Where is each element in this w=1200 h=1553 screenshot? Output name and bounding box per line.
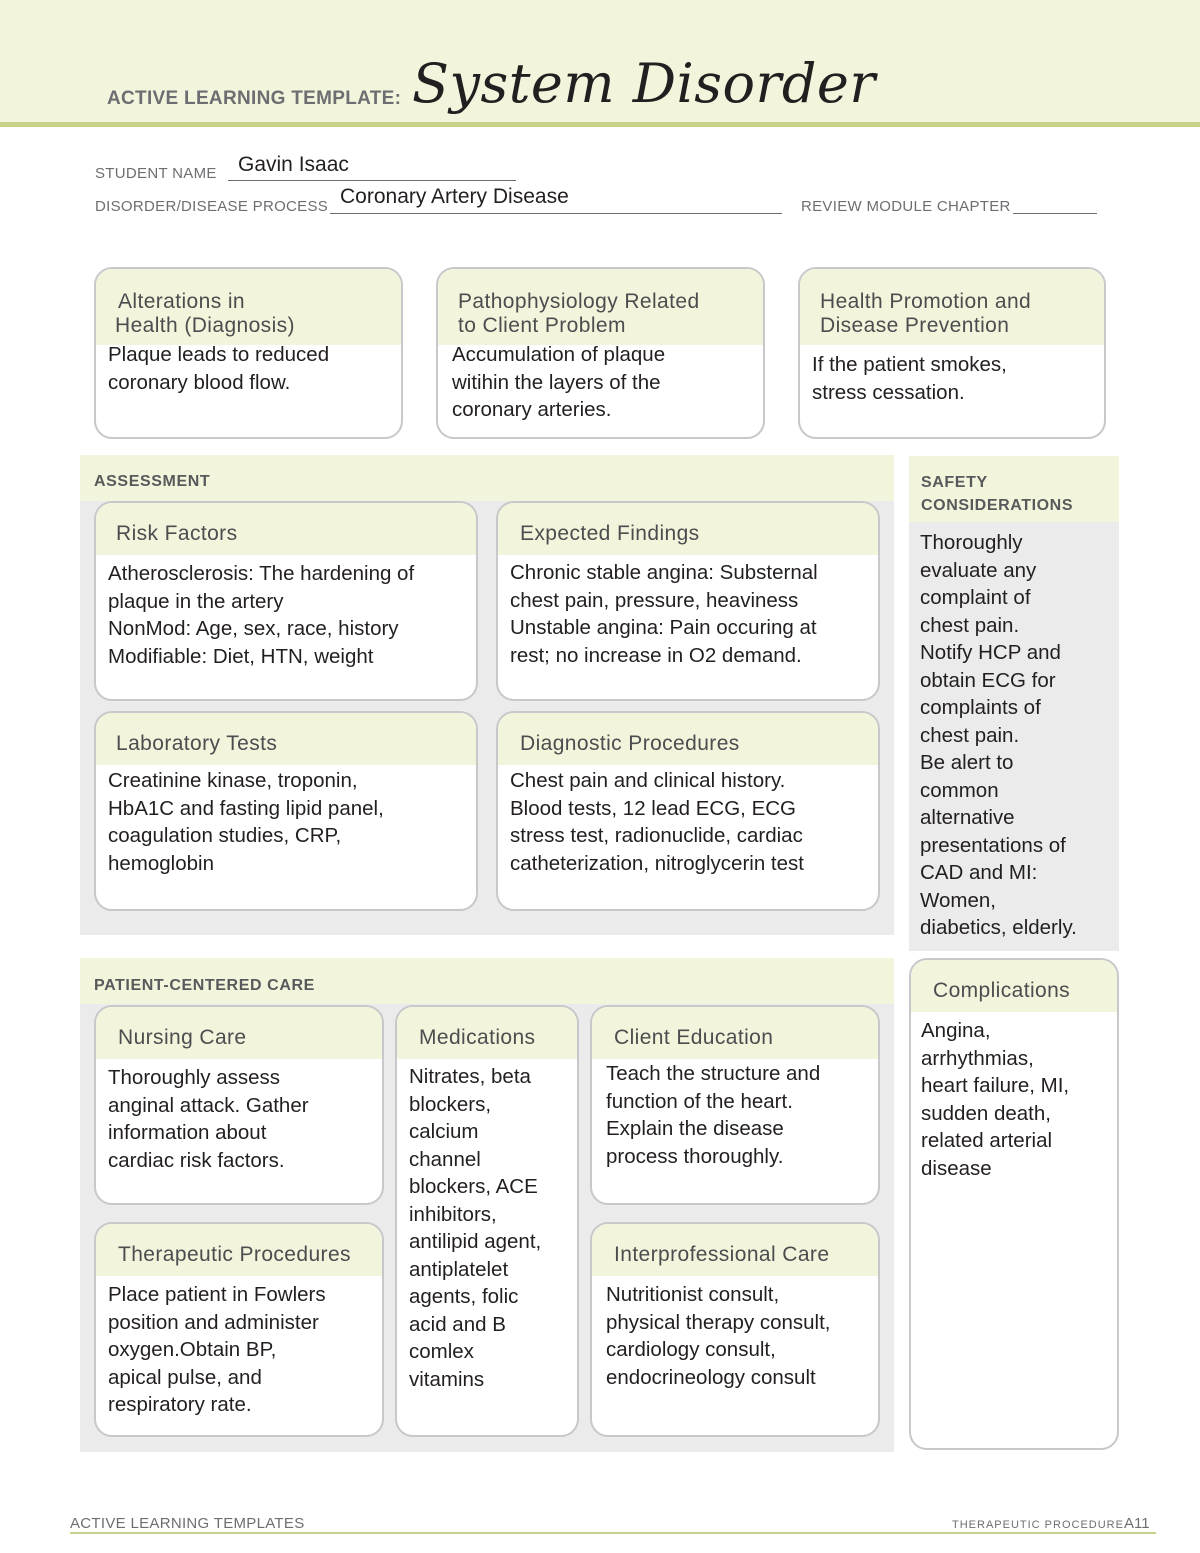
student-name-label: STUDENT NAME [95,165,217,182]
diagnostic-procedures-title: Diagnostic Procedures [520,732,740,755]
alterations-text[interactable]: Plaque leads to reduced coronary blood flow. [108,343,330,394]
diagnostic-procedures-text[interactable]: Chest pain and clinical history. Blood tests, 12 lead ECG, ECG stress test, radionuclide, cardiac catheterization, nitroglycerin test [510,769,804,875]
page-title: System Disorder [412,52,876,115]
medications-header [397,1007,577,1059]
header-rule [0,122,1200,127]
expected-findings-header [498,503,878,555]
expected-findings-title: Expected Findings [520,522,700,545]
alterations-card [94,267,403,439]
pathophysiology-text[interactable]: Accumulation of plaque witihin the layers of the coronary arteries. [452,343,666,421]
review-module-line [1013,213,1097,214]
therapeutic-procedures-header [96,1224,382,1276]
alterations-title-line2: Health (Diagnosis) [115,314,295,337]
footer-rule [70,1532,1156,1534]
interprofessional-care-text[interactable]: Nutritionist consult, physical therapy consult, cardiology consult, endocrineology consult [606,1283,831,1389]
health-promotion-header [800,269,1104,345]
footer-left-label: ACTIVE LEARNING TEMPLATES [70,1515,305,1532]
medications-title: Medications [419,1026,536,1049]
alterations-title-line1: Alterations in [118,290,245,313]
interprofessional-care-title: Interprofessional Care [614,1243,830,1266]
safety-section-label [921,471,1073,517]
disorder-line [330,213,782,214]
page-number: A11 [1124,1515,1150,1532]
review-module-label: REVIEW MODULE CHAPTER [801,198,1011,215]
template-label: ACTIVE LEARNING TEMPLATE: [107,88,402,109]
patient-care-section-label: PATIENT-CENTERED CARE [94,977,315,994]
pathophysiology-card [436,267,765,439]
health-promotion-title-line2: Disease Prevention [820,314,1010,337]
complications-text[interactable]: Angina, arrhythmias, heart failure, MI, sudden death, related arterial disease [921,1019,1070,1180]
medications-text[interactable]: Nitrates, beta blockers, calcium channel blockers, ACE inhibitors, antilipid agent, antiplatelet agents, folic acid and B comlex vitamins [409,1065,542,1391]
medications-card [395,1005,579,1437]
client-education-header [592,1007,878,1059]
complications-title: Complications [933,979,1071,1002]
health-promotion-text[interactable]: If the patient smokes, stress cessation. [812,353,1007,404]
complications-header [911,960,1117,1012]
safety-label-line1: SAFETY [921,474,988,491]
risk-factors-text[interactable]: Atherosclerosis: The hardening of plaque in the artery NonMod: Age, sex, race, history Modifiable: Diet, HTN, weight [108,562,415,668]
laboratory-tests-card [94,711,478,911]
laboratory-tests-header [96,713,476,765]
assessment-section-label: ASSESSMENT [94,473,211,490]
diagnostic-procedures-header [498,713,878,765]
expected-findings-card [496,501,880,701]
complications-card [909,958,1119,1450]
nursing-care-header [96,1007,382,1059]
nursing-care-text[interactable]: Thoroughly assess anginal attack. Gather information about cardiac risk factors. [108,1066,309,1172]
safety-text[interactable]: Thoroughly evaluate any complaint of chest pain. Notify HCP and obtain ECG for complaints of chest pain. Be alert to common alternative presentations of CAD and MI: Women, diabetics, elderly. [920,531,1077,939]
client-education-text[interactable]: Teach the structure and function of the heart. Explain the disease process thoroughly. [606,1062,821,1168]
health-promotion-title-line1: Health Promotion and [820,290,1032,313]
therapeutic-procedures-text[interactable]: Place patient in Fowlers position and administer oxygen.Obtain BP, apical pulse, and respiratory rate. [108,1283,326,1416]
risk-factors-title: Risk Factors [116,522,238,545]
therapeutic-procedures-card [94,1222,384,1437]
disorder-field[interactable]: Coronary Artery Disease [340,185,569,208]
diagnostic-procedures-card [496,711,880,911]
interprofessional-care-card [590,1222,880,1437]
student-name-field[interactable]: Gavin Isaac [238,153,349,176]
client-education-card [590,1005,880,1205]
therapeutic-procedures-title: Therapeutic Procedures [118,1243,351,1266]
client-education-title: Client Education [614,1026,774,1049]
risk-factors-header [96,503,476,555]
student-name-line [228,180,516,181]
laboratory-tests-text[interactable]: Creatinine kinase, troponin, HbA1C and fasting lipid panel, coagulation studies, CRP, hemoglobin [108,769,384,875]
pathophysiology-title-line2: to Client Problem [458,314,626,337]
nursing-care-card [94,1005,384,1205]
health-promotion-card [798,267,1106,439]
expected-findings-text[interactable]: Chronic stable angina: Substernal chest pain, pressure, heaviness Unstable angina: Pain occuring at rest; no increase in O2 demand. [510,561,818,667]
interprofessional-care-header [592,1224,878,1276]
pathophysiology-title-line1: Pathophysiology Related [458,290,700,313]
footer-right-label: THERAPEUTIC PROCEDURE [952,1519,1124,1531]
safety-label-line2: CONSIDERATIONS [921,497,1074,514]
laboratory-tests-title: Laboratory Tests [116,732,278,755]
alterations-header [96,269,401,345]
nursing-care-title: Nursing Care [118,1026,247,1049]
disorder-label: DISORDER/DISEASE PROCESS [95,198,329,215]
pathophysiology-header [438,269,763,345]
risk-factors-card [94,501,478,701]
